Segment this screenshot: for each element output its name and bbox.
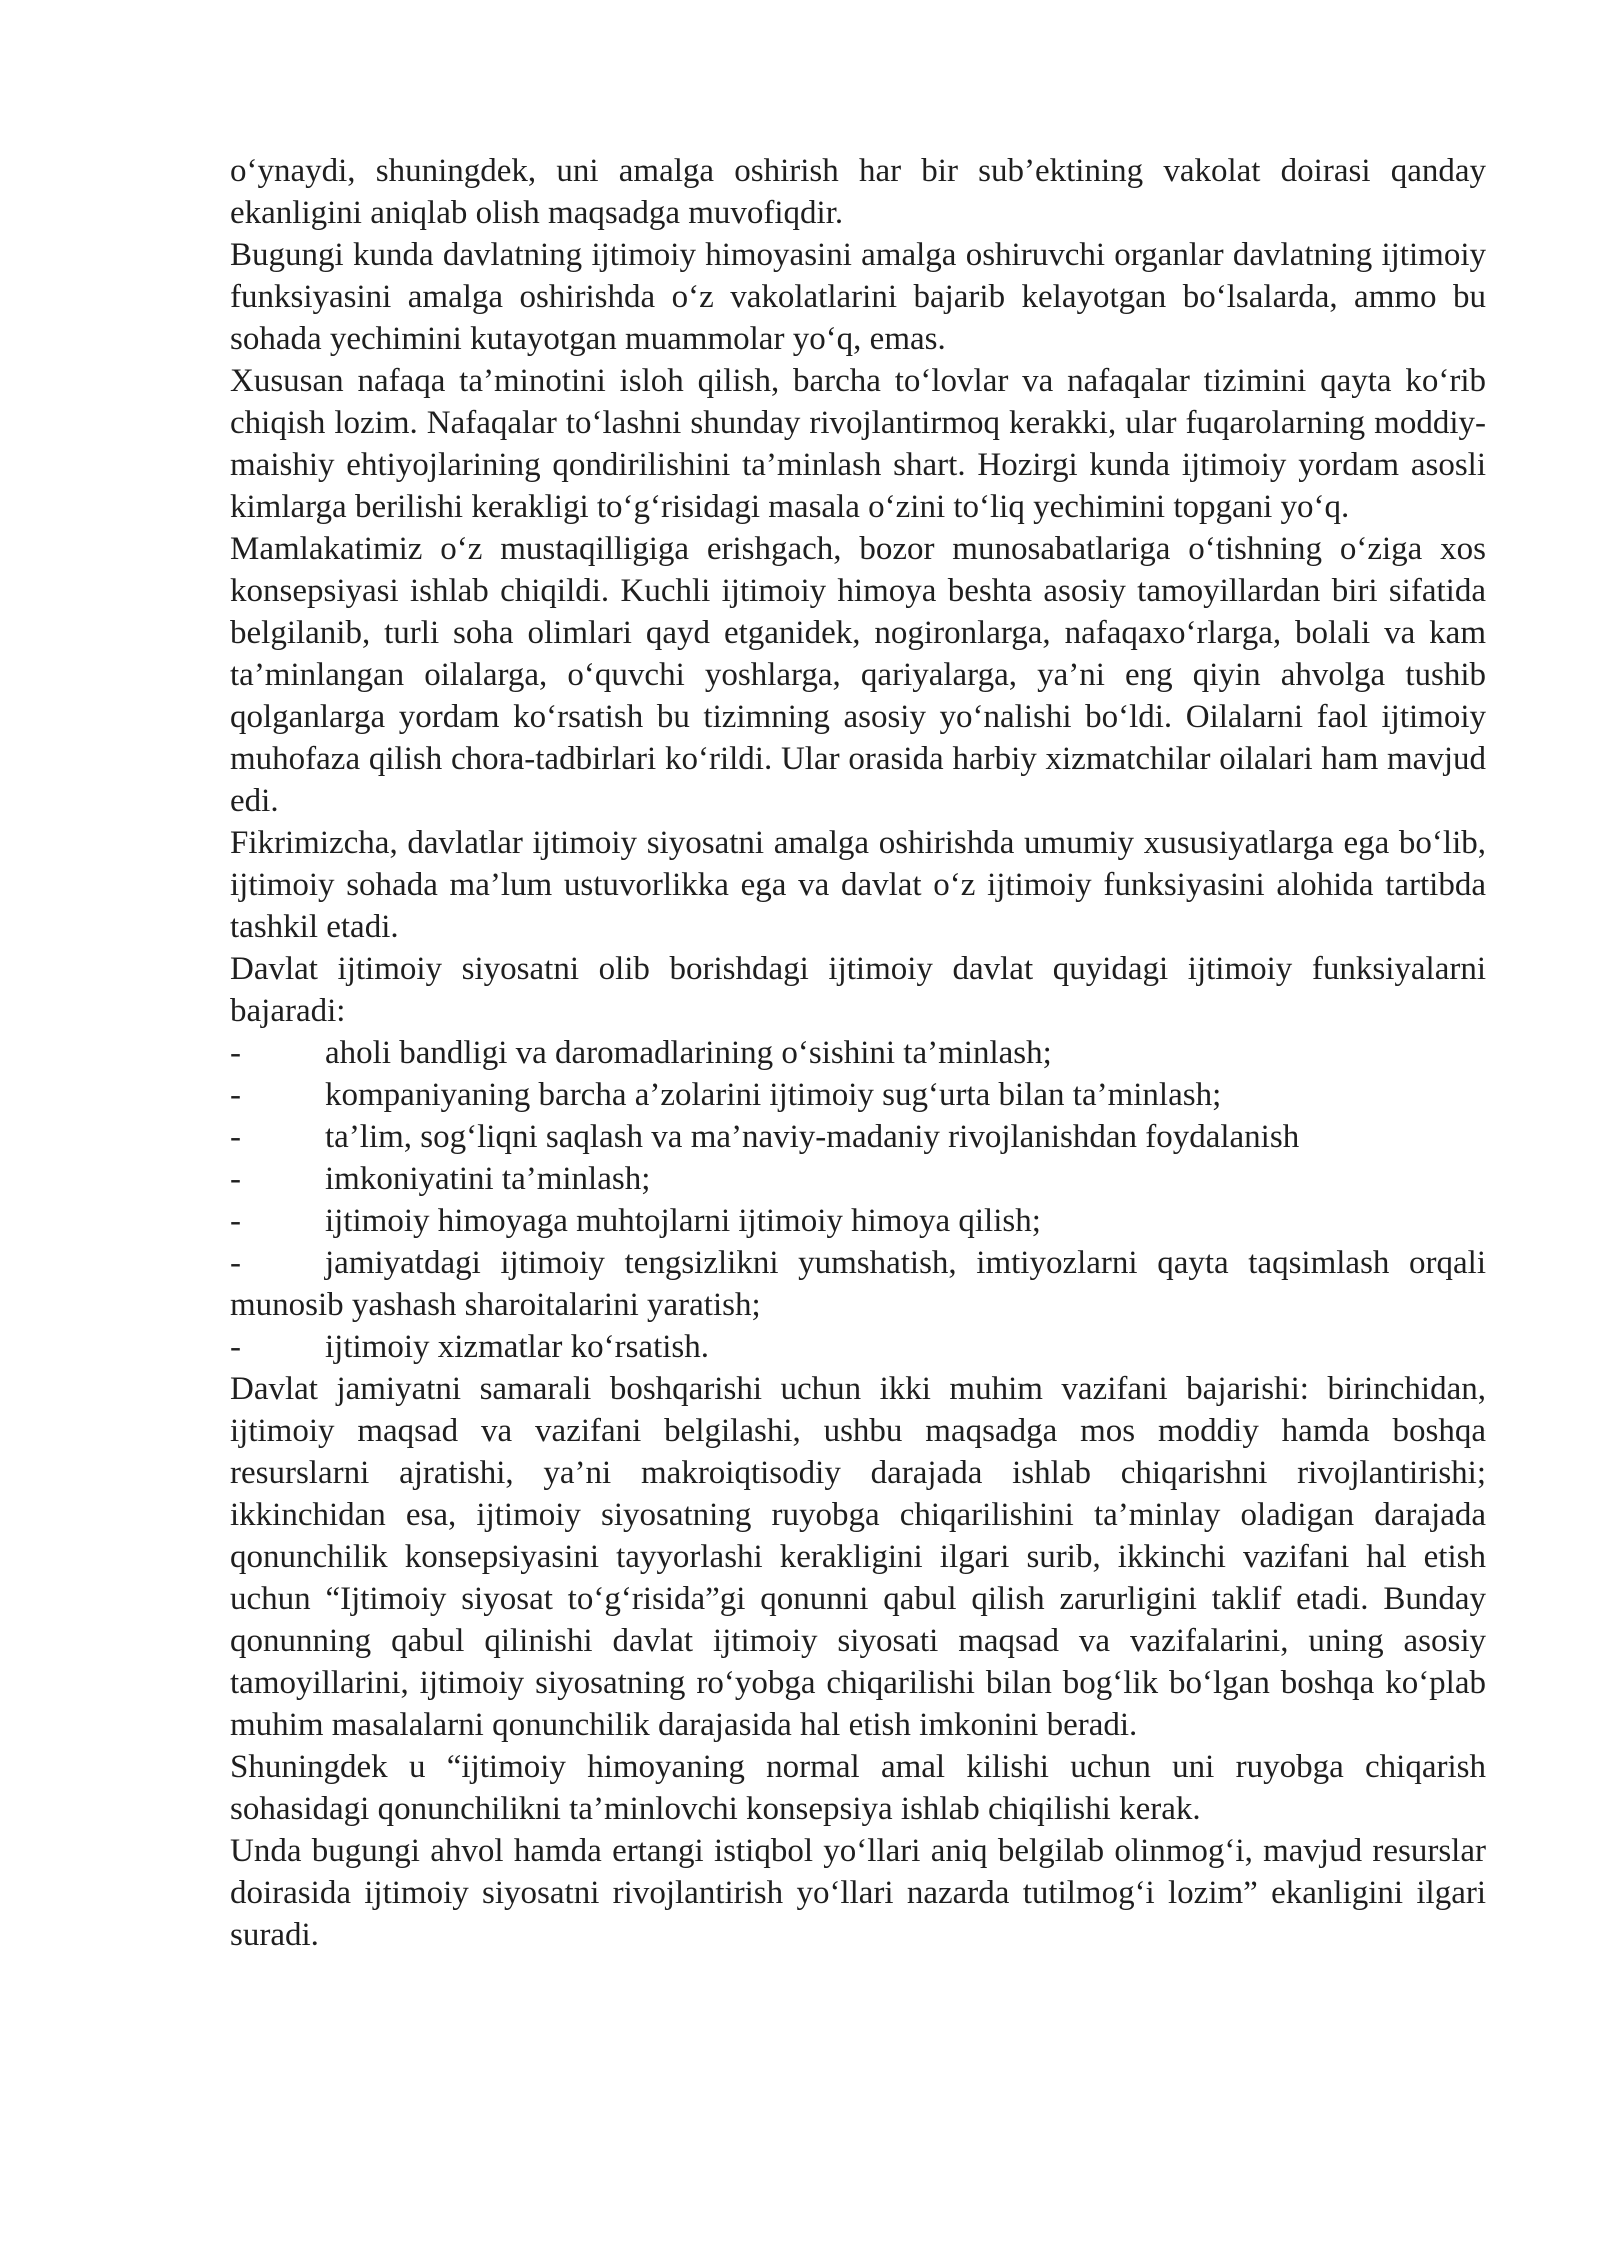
paragraph-independence: Mamlakatimiz o‘z mustaqilligiga erishgach, bozor munosabatlariga o‘tishning o‘ziga xos konsepsiyasi ishlab chiqildi. Kuchli ijtimoiy himoya beshta asosiy tamoyillardan biri sifatida belgilanib, turli soha olimlari qayd etganidek, nogironlarga, nafaqaxo‘rlarga, bolali va kam ta’minlangan oilalarga, o‘quvchi yoshlarga, qariyalarga, ya’ni eng qiyin ahvolga tushib qolganlarga yordam ko‘rsatish bu tizimning asosiy yo‘nalishi bo‘ldi. Oilalarni faol ijtimoiy muhofaza qilish chora-tadbirlari ko‘rildi. Ular orasida harbiy xizmatchilar oilalari ham mavjud edi. (230, 531, 1486, 819)
paragraph-social-policy: Fikrimizcha, davlatlar ijtimoiy siyosatni amalga oshirishda umumiy xususiyatlarga ega bo‘lib, ijtimoiy sohada ma’lum ustuvorlikka ega va davlat o‘z ijtimoiy funksiyasini alohida tartibda tashkil etadi. (230, 825, 1486, 945)
paragraph-functions-intro: Davlat ijtimoiy siyosatni olib borishdagi ijtimoiy davlat quyidagi ijtimoiy funksiyalarni bajaradi: (230, 951, 1486, 1029)
paragraph-state-management: Davlat jamiyatni samarali boshqarishi uchun ikki muhim vazifani bajarishi: birinchidan, ijtimoiy maqsad va vazifani belgilashi, ushbu maqsadga mos moddiy hamda boshqa resurslarni ajratishi, ya’ni makroiqtisodiy darajada ishlab chiqarishni rivojlantirishi; ikkinchidan esa, ijtimoiy siyosatning ruyobga chiqarilishini ta’minlay oladigan darajada qonunchilik konsepsiyasini tayyorlashi kerakligini ilgari surib, ikkinchi vazifani hal etish uchun “Ijtimoiy siyosat to‘g‘risida”gi qonunni qabul qilish zarurligini taklif etadi. Bunday qonunning qabul qilinishi davlat ijtimoiy siyosati maqsad va vazifalarini, uning asosiy tamoyillarini, ijtimoiy siyosatning ro‘yobga chiqarilishi bilan bog‘lik bo‘lgan boshqa ko‘plab muhim masalalarni qonunchilik darajasida hal etish imkonini beradi. (230, 1371, 1486, 1743)
list-dash: - (230, 1245, 241, 1281)
list-item-text: ta’lim, sog‘liqni saqlash va ma’naviy-madaniy rivojlanishdan foydalanish (325, 1119, 1300, 1155)
list-dash: - (230, 1329, 241, 1365)
list-item-text: aholi bandligi va daromadlarining o‘sishini ta’minlash; (325, 1035, 1052, 1071)
list-dash: - (230, 1203, 241, 1239)
list-item-text: imkoniyatini ta’minlash; (325, 1161, 651, 1197)
paragraph-conclusion: Unda bugungi ahvol hamda ertangi istiqbol yo‘llari aniq belgilab olinmog‘i, mavjud resurslar doirasida ijtimoiy siyosatni rivojlantirish yo‘llari nazarda tutilmog‘i lozim” ekanligini ilgari suradi. (230, 1833, 1486, 1953)
list-item-text: ijtimoiy himoyaga muhtojlarni ijtimoiy himoya qilish; (325, 1203, 1041, 1239)
paragraph-protection-organs: Bugungi kunda davlatning ijtimoiy himoyasini amalga oshiruvchi organlar davlatning ijtimoiy funksiyasini amalga oshirishda o‘z vakolatlarini bajarib kelayotgan bo‘lsalarda, ammo bu sohada yechimini kutayotgan muammolar yo‘q, emas. (230, 237, 1486, 357)
list-item-text: kompaniyaning barcha a’zolarini ijtimoiy sug‘urta bilan ta’minlash; (325, 1077, 1222, 1113)
paragraph-intro: o‘ynaydi, shuningdek, uni amalga oshirish har bir sub’ektining vakolat doirasi qanday ekanligini aniqlab olish maqsadga muvofiqdir. (230, 153, 1486, 231)
list-item (230, 1074, 1486, 1116)
list-dash: - (230, 1035, 241, 1071)
list-item-text: jamiyatdagi ijtimoiy tengsizlikni yumshatish, imtiyozlarni qayta taqsimlash orqali munosib yashash sharoitalarini yaratish; (230, 1245, 1486, 1323)
list-item (230, 1326, 1486, 1368)
list-item (230, 1116, 1486, 1158)
list-item (230, 1158, 1486, 1200)
paragraph-concept: Shuningdek u “ijtimoiy himoyaning normal amal kilishi uchun uni ruyobga chiqarish sohasidagi qonunchilikni ta’minlovchi konsepsiya ishlab chiqilishi kerak. (230, 1749, 1486, 1827)
list-item-text: ijtimoiy xizmatlar ko‘rsatish. (325, 1329, 710, 1365)
list-dash: - (230, 1161, 241, 1197)
paragraph-pension-reform: Xususan nafaqa ta’minotini isloh qilish, barcha to‘lovlar va nafaqalar tizimini qayta ko‘rib chiqish lozim. Nafaqalar to‘lashni shunday rivojlantirmoq kerakki, ular fuqarolarning moddiy-maishiy ehtiyojlarining qondirilishini ta’minlash shart. Hozirgi kunda ijtimoiy yordam asosli kimlarga berilishi kerakligi to‘g‘risidagi masala o‘zini to‘liq yechimini topgani yo‘q. (230, 363, 1486, 525)
list-dash: - (230, 1119, 241, 1155)
functions-list (230, 1032, 1486, 1368)
list-dash: - (230, 1077, 241, 1113)
list-item (230, 1200, 1486, 1242)
list-item (230, 1032, 1486, 1074)
document-page (230, 150, 1486, 1956)
list-item (230, 1242, 1486, 1326)
